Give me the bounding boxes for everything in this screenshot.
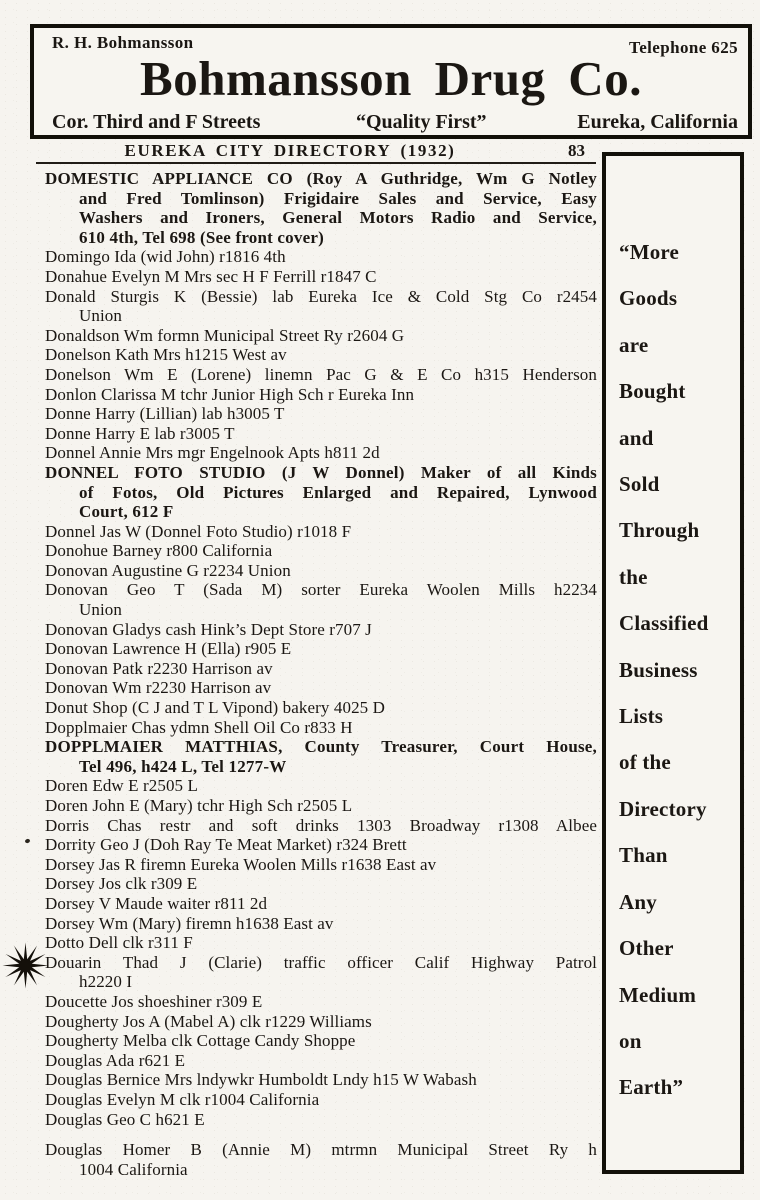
directory-entry-line: DOMESTIC APPLIANCE CO (Roy A Guthridge, Wm G Notley — [45, 169, 597, 188]
directory-entry-line: Douarin Thad J (Clarie) traffic officer Calif Highway Patrol — [45, 952, 597, 972]
classified-ad-line: Bought — [619, 379, 686, 404]
directory-entry-line: Donelson Wm E (Lorene) linemn Pac G & E Co h315 Henderson — [45, 364, 597, 384]
directory-entry-line: Dorsey Wm (Mary) firemn h1638 East av — [45, 913, 334, 933]
store-address: Cor. Third and F Streets — [52, 111, 261, 133]
directory-entry-line: Doren John E (Mary) tchr High Sch r2505 L — [45, 796, 353, 815]
classified-ad-line: Goods — [619, 286, 678, 311]
directory-entry-line: Douglas Bernice Mrs lndywkr Humboldt Lndy h15 W Wabash — [45, 1070, 477, 1090]
directory-entry-line: DOPPLMAIER MATTHIAS, County Treasurer, Court House, — [45, 737, 597, 757]
classified-ad-line: Any — [619, 889, 657, 914]
drugstore-title: Bohmansson Drug Co. — [140, 51, 642, 106]
directory-entry-line: Domingo Ida (wid John) r1816 4th — [45, 247, 286, 267]
classified-ad-line: the — [619, 564, 648, 589]
directory-entry-line: Douglas Evelyn M clk r1004 California — [45, 1089, 320, 1109]
proprietor-name: R. H. Bohmansson — [52, 33, 194, 52]
directory-entry-line: Union — [79, 306, 122, 326]
classified-ad-line: Lists — [619, 704, 664, 729]
directory-entry-line: DONNEL FOTO STUDIO (J W Donnel) Maker of all Kinds — [45, 462, 597, 482]
directory-entry-line: Doren Edw E r2505 L — [45, 776, 198, 796]
directory-entry-line: Donohue Barney r800 California — [45, 541, 273, 561]
drugstore-ad-box — [30, 24, 752, 139]
directory-title: EUREKA CITY DIRECTORY (1932) — [124, 141, 456, 160]
classified-ad-line: of the — [619, 750, 671, 775]
classified-ad-line: on — [619, 1028, 642, 1053]
directory-entry-line: Donovan Wm r2230 Harrison av — [45, 678, 272, 698]
directory-entry-line: Dorsey V Maude waiter r811 2d — [45, 893, 268, 913]
classified-ad-line: Sold — [619, 472, 660, 497]
directory-entry-line: Dorsey Jas R firemn Eureka Woolen Mills r1638 East av — [45, 854, 437, 874]
directory-entry-line: Douglas Geo C h621 E — [45, 1109, 205, 1129]
directory-entry-line: Dotto Dell clk r311 F — [45, 933, 193, 953]
classified-ad-line: and — [619, 425, 654, 450]
directory-entry-line: Dougherty Melba clk Cottage Candy Shoppe — [45, 1031, 356, 1051]
classified-ad-line: “More — [619, 240, 680, 264]
ad-bottom-row — [34, 111, 748, 133]
store-city: Eureka, California — [577, 111, 738, 133]
directory-entry-line: h2220 I — [79, 972, 133, 992]
page-number: 83 — [568, 141, 585, 160]
directory-entry-line: Donovan Patk r2230 Harrison av — [45, 658, 273, 678]
directory-entry-line: Donovan Augustine G r2234 Union — [45, 560, 291, 580]
classified-ad-line: Medium — [619, 982, 697, 1007]
header-rule — [36, 162, 596, 164]
store-slogan: “Quality First” — [356, 111, 487, 133]
directory-entry-line: Donnel Jas W (Donnel Foto Studio) r1018 F — [45, 521, 352, 541]
directory-listings — [45, 169, 597, 1179]
directory-entry-line: Donut Shop (C J and T L Vipond) bakery 4025 D — [45, 698, 386, 718]
directory-entry-line: Donnel Annie Mrs mgr Engelnook Apts h811 2d — [45, 443, 380, 463]
directory-entry-line: Donovan Geo T (Sada M) sorter Eureka Woolen Mills h2234 — [45, 580, 597, 600]
directory-entry-line: Dorsey Jos clk r309 E — [45, 874, 198, 894]
directory-entry-line: Donovan Lawrence H (Ella) r905 E — [45, 639, 292, 659]
directory-entry-line: Donne Harry E lab r3005 T — [45, 423, 235, 443]
classified-ad-line: Classified — [619, 611, 709, 636]
directory-entry-line: of Fotos, Old Pictures Enlarged and Repaired, Lynwood — [79, 482, 597, 502]
directory-entry-line: Dorris Chas restr and soft drinks 1303 Broadway r1308 Albee — [45, 815, 597, 835]
classified-ad-line: Business — [619, 657, 698, 682]
classified-ad-line: Directory — [619, 796, 707, 821]
directory-entry-line: Donald Sturgis K (Bessie) lab Eureka Ice & Cold Stg Co r2454 — [45, 286, 597, 306]
directory-entry-line: Dopplmaier Chas ydmn Shell Oil Co r833 H — [45, 717, 353, 737]
directory-entry-line: Donlon Clarissa M tchr Junior High Sch r Eureka Inn — [45, 384, 415, 404]
directory-entry-line: Dorrity Geo J (Doh Ray Te Meat Market) r324 Brett — [45, 835, 407, 855]
directory-entry-line: Douglas Homer B (Annie M) mtrmn Municipal Street Ry h — [45, 1140, 597, 1160]
directory-entry-line: Union — [79, 600, 122, 620]
classified-ad-line: Than — [619, 843, 668, 868]
margin-star-icon — [2, 942, 49, 989]
directory-entry-line: Washers and Ironers, General Motors Radio and Service, — [79, 208, 597, 228]
directory-entry-line: Dougherty Jos A (Mabel A) clk r1229 Williams — [45, 1011, 372, 1031]
directory-entry-line: Donovan Gladys cash Hink’s Dept Store r707 J — [45, 619, 372, 639]
directory-entry-line: 610 4th, Tel 698 (See front cover) — [79, 227, 324, 247]
classified-ad-line: are — [619, 332, 649, 357]
telephone-number: Telephone 625 — [629, 38, 738, 57]
directory-entry-line: Donelson Kath Mrs h1215 West av — [45, 345, 287, 365]
directory-entry-line: Donaldson Wm formn Municipal Street Ry r2604 G — [45, 325, 405, 345]
classified-ad-box — [602, 152, 744, 1174]
directory-entry-line: Donahue Evelyn M Mrs sec H F Ferrill r1847 C — [45, 266, 377, 286]
directory-entry-line: Donne Harry (Lillian) lab h3005 T — [45, 404, 285, 424]
directory-entry-line: Tel 496, h424 L, Tel 1277-W — [79, 756, 287, 776]
classified-ad-line: Other — [619, 936, 674, 961]
directory-entry-line: 1004 California — [79, 1159, 188, 1179]
directory-entry-line: Douglas Ada r621 E — [45, 1050, 186, 1070]
directory-entry-line: Court, 612 F — [79, 502, 174, 522]
directory-entry-line: Doucette Jos shoeshiner r309 E — [45, 991, 263, 1011]
margin-ink-dot — [24, 838, 30, 843]
classified-ad-line: Through — [619, 518, 700, 543]
classified-ad-line: Earth” — [619, 1075, 684, 1100]
directory-entry-line: and Fred Tomlinson) Frigidaire Sales and Service, Easy — [79, 188, 597, 208]
